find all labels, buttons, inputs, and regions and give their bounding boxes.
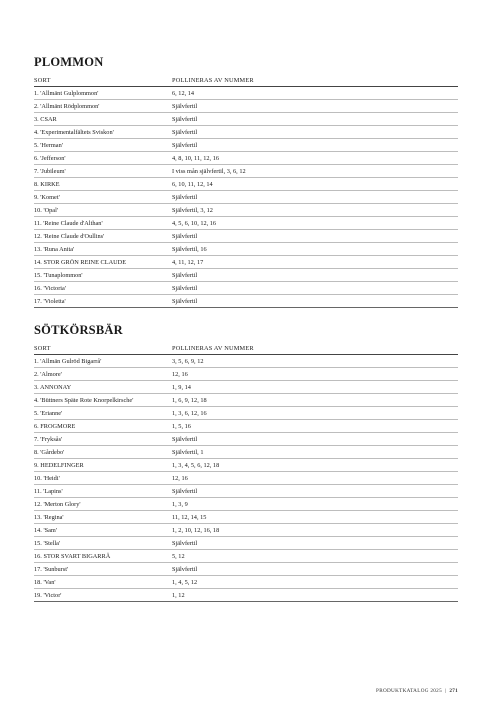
pollinator-cell: Självfertil <box>172 485 458 498</box>
variety-cell: 4. 'Experimentalfältets Sviskon' <box>34 126 172 139</box>
pollinator-cell: 1, 2, 10, 12, 16, 18 <box>172 524 458 537</box>
variety-cell: 19. 'Victor' <box>34 589 172 602</box>
column-header-sort: SORT <box>34 343 172 355</box>
table-row <box>34 524 458 537</box>
pollinator-cell: 1, 3, 4, 5, 6, 12, 18 <box>172 459 458 472</box>
pollination-table <box>34 343 458 602</box>
variety-cell: 12. 'Merton Glory' <box>34 498 172 511</box>
variety-cell: 9. HEDELFINGER <box>34 459 172 472</box>
variety-cell: 8. KIRKE <box>34 178 172 191</box>
section-title: PLOMMON <box>34 55 104 69</box>
column-header-pollinators: POLLINERAS AV NUMMER <box>172 343 458 355</box>
pollinator-cell: Självfertil, 16 <box>172 243 458 256</box>
table-row <box>34 420 458 433</box>
pollinator-cell: 5, 12 <box>172 550 458 563</box>
table-row <box>34 433 458 446</box>
pollinator-cell: 6, 10, 11, 12, 14 <box>172 178 458 191</box>
table-row <box>34 87 458 100</box>
table-row <box>34 407 458 420</box>
variety-cell: 12. 'Reine Claude d'Oullins' <box>34 230 172 243</box>
pollinator-cell: 1, 4, 5, 12 <box>172 576 458 589</box>
pollinator-cell: 12, 16 <box>172 368 458 381</box>
pollinator-cell: Självfertil, 1 <box>172 446 458 459</box>
pollinator-cell: Självfertil <box>172 100 458 113</box>
page-footer <box>376 688 458 694</box>
variety-cell: 11. 'Lapins' <box>34 485 172 498</box>
variety-cell: 15. 'Stella' <box>34 537 172 550</box>
pollinator-cell: 1, 3, 9 <box>172 498 458 511</box>
table-row <box>34 256 458 269</box>
pollinator-cell: Självfertil <box>172 269 458 282</box>
table-row <box>34 230 458 243</box>
table-row <box>34 295 458 308</box>
table-row <box>34 204 458 217</box>
table-row <box>34 355 458 368</box>
pollinator-cell: Självfertil <box>172 191 458 204</box>
variety-cell: 10. 'Heidi' <box>34 472 172 485</box>
variety-cell: 17. 'Sunburst' <box>34 563 172 576</box>
variety-cell: 15. 'Tunaplommon' <box>34 269 172 282</box>
pollinator-cell: 4, 8, 10, 11, 12, 16 <box>172 152 458 165</box>
column-header-sort: SORT <box>34 75 172 87</box>
page-number: 271 <box>449 688 458 694</box>
table-row <box>34 472 458 485</box>
pollinator-cell: 12, 16 <box>172 472 458 485</box>
variety-cell: 5. 'Erianne' <box>34 407 172 420</box>
variety-cell: 1. 'Allmän Gulröd Bigarrå' <box>34 355 172 368</box>
variety-cell: 14. STOR GRÖN REINE CLAUDE <box>34 256 172 269</box>
variety-cell: 10. 'Opal' <box>34 204 172 217</box>
variety-cell: 2. 'Allmänt Rödplommon' <box>34 100 172 113</box>
table-row <box>34 537 458 550</box>
pollinator-cell: Självfertil <box>172 563 458 576</box>
section-title: SÖTKÖRSBÄR <box>34 323 123 337</box>
variety-cell: 14. 'Sam' <box>34 524 172 537</box>
table-row <box>34 217 458 230</box>
catalog-label: PRODUKTKATALOG 2025 <box>376 688 442 694</box>
variety-cell: 4. 'Büttners Späte Rote Knorpelkirsche' <box>34 394 172 407</box>
table-header-row <box>34 75 458 87</box>
pollination-table <box>34 75 458 308</box>
table-row <box>34 368 458 381</box>
table-row <box>34 126 458 139</box>
variety-cell: 9. 'Komet' <box>34 191 172 204</box>
variety-cell: 6. 'Jefferson' <box>34 152 172 165</box>
pollinator-cell: Självfertil <box>172 537 458 550</box>
pollinator-cell: 4, 11, 12, 17 <box>172 256 458 269</box>
pollinator-cell: Självfertil <box>172 230 458 243</box>
variety-cell: 16. 'Victoria' <box>34 282 172 295</box>
table-row <box>34 282 458 295</box>
variety-cell: 2. 'Almore' <box>34 368 172 381</box>
table-row <box>34 550 458 563</box>
pollinator-cell: Självfertil, 3, 12 <box>172 204 458 217</box>
section-plommon <box>34 55 458 308</box>
table-row <box>34 446 458 459</box>
table-row <box>34 485 458 498</box>
pollinator-cell: Självfertil <box>172 139 458 152</box>
variety-cell: 18. 'Van' <box>34 576 172 589</box>
table-row <box>34 152 458 165</box>
table-row <box>34 381 458 394</box>
variety-cell: 7. 'Fryksås' <box>34 433 172 446</box>
table-row <box>34 243 458 256</box>
pollinator-cell: 1, 5, 16 <box>172 420 458 433</box>
table-row <box>34 178 458 191</box>
variety-cell: 3. CSAR <box>34 113 172 126</box>
pollinator-cell: 6, 12, 14 <box>172 87 458 100</box>
variety-cell: 13. 'Regina' <box>34 511 172 524</box>
pollinator-cell: 3, 5, 6, 9, 12 <box>172 355 458 368</box>
pollinator-cell: Självfertil <box>172 282 458 295</box>
pollinator-cell: 1, 3, 6, 12, 16 <box>172 407 458 420</box>
variety-cell: 1. 'Allmänt Gulplommon' <box>34 87 172 100</box>
table-row <box>34 100 458 113</box>
pollinator-cell: 11, 12, 14, 15 <box>172 511 458 524</box>
pollinator-cell: Självfertil <box>172 126 458 139</box>
table-row <box>34 269 458 282</box>
table-row <box>34 576 458 589</box>
table-row <box>34 589 458 602</box>
variety-cell: 7. 'Jubileum' <box>34 165 172 178</box>
table-header-row <box>34 343 458 355</box>
pollinator-cell: Självfertil <box>172 113 458 126</box>
variety-cell: 5. 'Herman' <box>34 139 172 152</box>
variety-cell: 6. FROGMORE <box>34 420 172 433</box>
table-row <box>34 113 458 126</box>
pollinator-cell: 1, 6, 9, 12, 18 <box>172 394 458 407</box>
variety-cell: 8. 'Gårdebo' <box>34 446 172 459</box>
section-sotkorsbar <box>34 323 458 602</box>
table-row <box>34 563 458 576</box>
variety-cell: 13. 'Runa Anita' <box>34 243 172 256</box>
variety-cell: 11. 'Reine Claude d'Althan' <box>34 217 172 230</box>
variety-cell: 17. 'Violetta' <box>34 295 172 308</box>
table-row <box>34 394 458 407</box>
table-row <box>34 165 458 178</box>
variety-cell: 3. ANNONAY <box>34 381 172 394</box>
table-row <box>34 139 458 152</box>
footer-separator: | <box>444 688 447 694</box>
column-header-pollinators: POLLINERAS AV NUMMER <box>172 75 458 87</box>
pollinator-cell: Självfertil <box>172 433 458 446</box>
table-row <box>34 459 458 472</box>
variety-cell: 16. STOR SVART BIGARRÅ <box>34 550 172 563</box>
table-row <box>34 511 458 524</box>
pollinator-cell: Självfertil <box>172 295 458 308</box>
pollinator-cell: 1, 12 <box>172 589 458 602</box>
pollinator-cell: 4, 5, 6, 10, 12, 16 <box>172 217 458 230</box>
table-row <box>34 191 458 204</box>
pollinator-cell: 1, 9, 14 <box>172 381 458 394</box>
table-row <box>34 498 458 511</box>
pollinator-cell: I viss mån självfertil, 3, 6, 12 <box>172 165 458 178</box>
